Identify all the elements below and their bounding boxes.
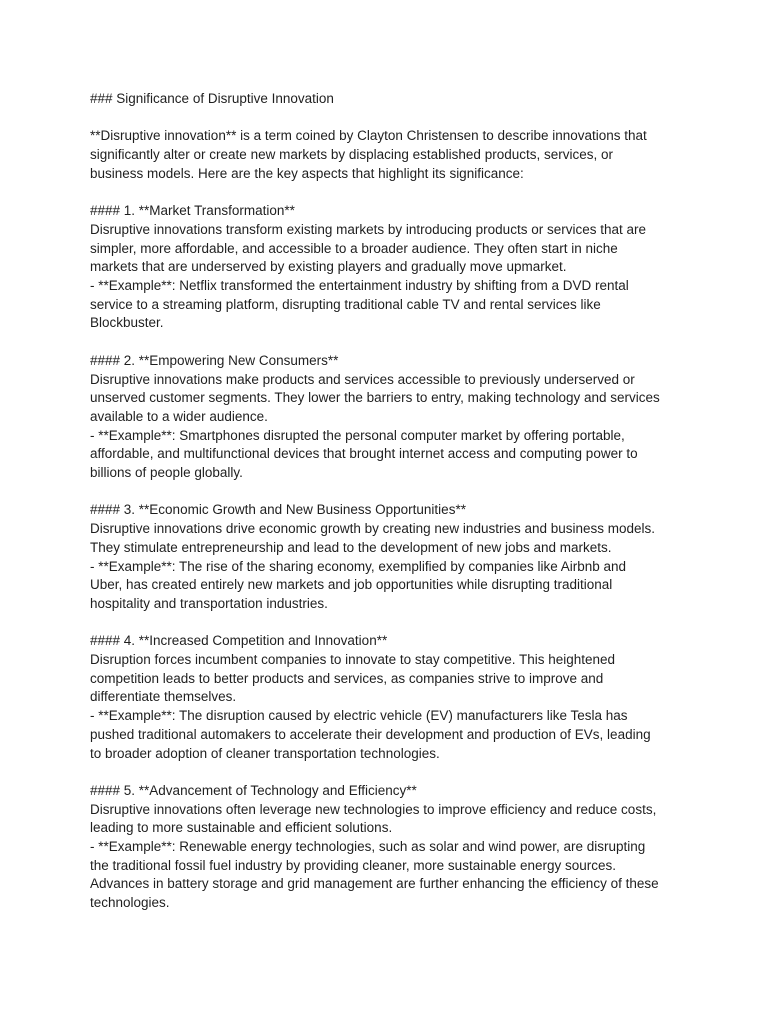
example-line: pushed traditional automakers to accelerate their development and production of EVs, leading xyxy=(90,726,651,742)
section-line: Disruptive innovations transform existing markets by introducing products or services that are xyxy=(90,221,646,237)
example-line: technologies. xyxy=(90,895,170,911)
example-line: - **Example**: The disruption caused by electric vehicle (EV) manufacturers like Tesla has xyxy=(90,708,628,724)
section-line: leading to more sustainable and efficient solutions. xyxy=(90,820,393,836)
section-line: markets that are underserved by existing players and gradually move upmarket. xyxy=(90,259,567,275)
section-heading: #### 5. **Advancement of Technology and Efficiency** xyxy=(90,782,417,798)
section-empowering-new-consumers xyxy=(90,352,690,483)
section-market-transformation xyxy=(90,202,690,333)
section-line: Disruptive innovations make products and services accessible to previously underserved or xyxy=(90,371,635,387)
intro-line: **Disruptive innovation** is a term coined by Clayton Christensen to describe innovations that xyxy=(90,128,647,144)
section-line: Disruption forces incumbent companies to innovate to stay competitive. This heightened xyxy=(90,652,616,668)
example-line: Blockbuster. xyxy=(90,315,164,331)
blank-line xyxy=(90,184,690,203)
section-line: They stimulate entrepreneurship and lead to the development of new jobs and markets. xyxy=(90,539,612,555)
blank-line xyxy=(90,333,690,352)
example-line: hospitality and transportation industries. xyxy=(90,595,328,611)
section-advancement-of-technology xyxy=(90,782,690,913)
intro-line: business models. Here are the key aspects that highlight its significance: xyxy=(90,165,524,181)
section-economic-growth xyxy=(90,501,690,613)
section-line: Disruptive innovations drive economic growth by creating new industries and business models. xyxy=(90,521,656,537)
section-line: competition leads to better products and services, as companies strive to improve and xyxy=(90,670,604,686)
section-line: Disruptive innovations often leverage new technologies to improve efficiency and reduce costs, xyxy=(90,801,657,817)
intro-paragraph xyxy=(90,127,690,183)
section-line: available to a wider audience. xyxy=(90,408,268,424)
section-line: differentiate themselves. xyxy=(90,689,237,705)
section-line: simpler, more affordable, and accessible to a broader audience. They often start in niche xyxy=(90,240,618,256)
section-increased-competition xyxy=(90,632,690,763)
example-line: to broader adoption of cleaner transportation technologies. xyxy=(90,745,440,761)
example-line: service to a streaming platform, disrupting traditional cable TV and rental services like xyxy=(90,296,601,312)
section-heading: #### 1. **Market Transformation** xyxy=(90,203,295,219)
example-line: - **Example**: Renewable energy technologies, such as solar and wind power, are disrupting xyxy=(90,839,646,855)
blank-line xyxy=(90,763,690,782)
example-line: - **Example**: Smartphones disrupted the personal computer market by offering portable, xyxy=(90,427,625,443)
section-heading: #### 3. **Economic Growth and New Business Opportunities** xyxy=(90,502,466,518)
blank-line xyxy=(90,483,690,502)
document-page xyxy=(90,90,690,913)
document-title: ### Significance of Disruptive Innovation xyxy=(90,91,334,106)
section-heading: #### 4. **Increased Competition and Innovation** xyxy=(90,633,388,649)
example-line: - **Example**: The rise of the sharing economy, exemplified by companies like Airbnb and xyxy=(90,558,627,574)
example-line: - **Example**: Netflix transformed the entertainment industry by shifting from a DVD rental xyxy=(90,278,629,293)
example-line: Uber, has created entirely new markets and job opportunities while disrupting traditional xyxy=(90,577,613,593)
example-line: the traditional fossil fuel industry by providing cleaner, more sustainable energy sources. xyxy=(90,857,617,873)
section-heading: #### 2. **Empowering New Consumers** xyxy=(90,352,339,368)
example-line: Advances in battery storage and grid management are further enhancing the efficiency of these xyxy=(90,876,659,892)
section-line: unserved customer segments. They lower the barriers to entry, making technology and services xyxy=(90,390,660,406)
blank-line xyxy=(90,109,690,128)
intro-line: significantly alter or create new markets by displacing established products, services, or xyxy=(90,147,613,163)
blank-line xyxy=(90,614,690,633)
example-line: billions of people globally. xyxy=(90,465,243,481)
example-line: affordable, and multifunctional devices that brought internet access and computing power to xyxy=(90,446,638,462)
